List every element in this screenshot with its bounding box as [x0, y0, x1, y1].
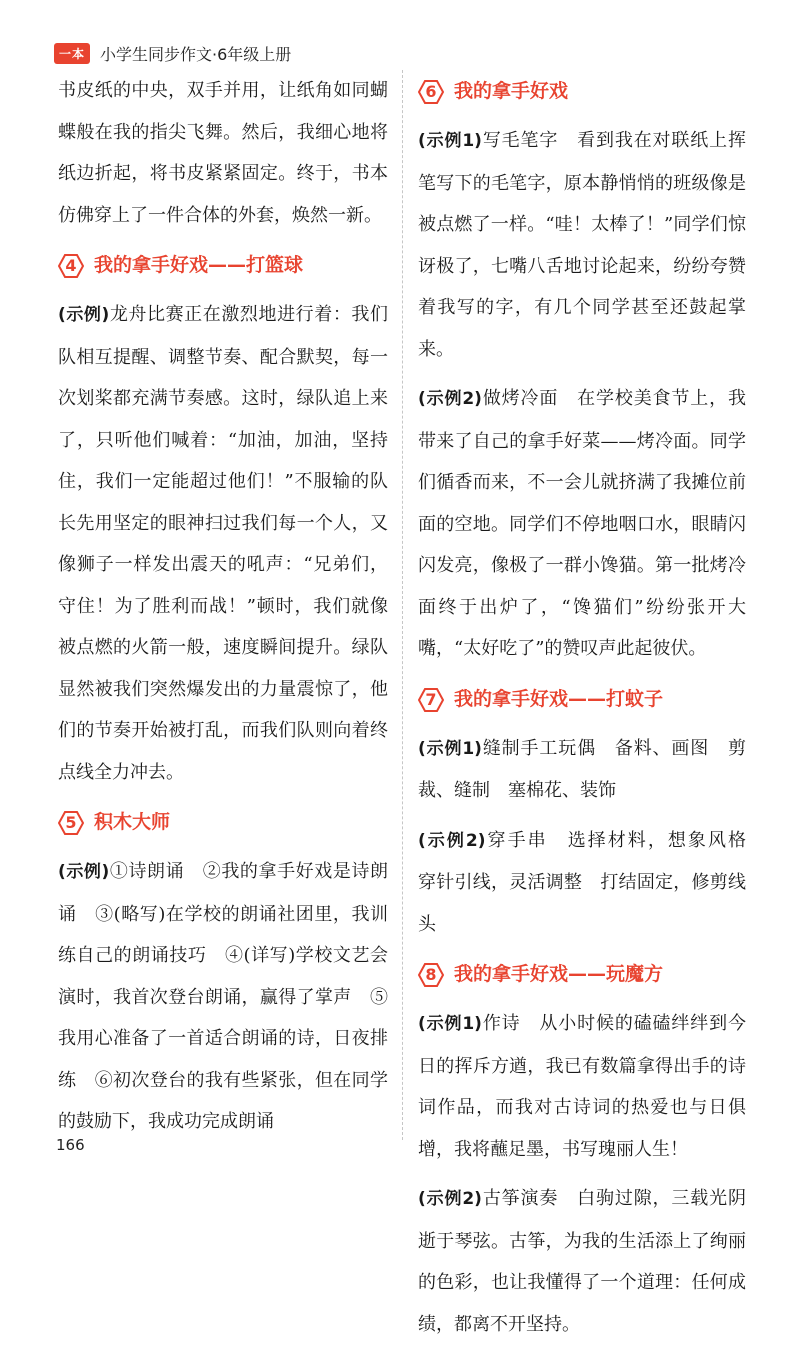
section-title: 我的拿手好戏——打篮球: [94, 254, 304, 277]
section-5-body: (示例)①诗朗诵 ②我的拿手好戏是诗朗诵 ③(略写)在学校的朗诵社团里，我训练自己的朗诵技巧 ④(详写)学校文艺会演时，我首次登台朗诵，赢得了掌声 ⑤我用心准备了一首适合朗诵的诗，日夜排练 ⑥初次登台的我有些紧张，但在同学的鼓励下，我成功完成朗诵: [58, 861, 388, 1132]
section-4-body: (示例)龙舟比赛正在激烈地进行着：我们队相互提醒、调整节奏、配合默契，每一次划桨都充满节奏感。这时，绿队追上来了，只听他们喊着：“加油，加油，坚持住，我们一定能超过他们！”不服输的队长先用坚定的眼神扫过我们每一个人，又像狮子一样发出震天的吼声：“兄弟们，守住！为了胜利而战！”顿时，我们就像被点燃的火箭一般，速度瞬间提升。绿队显然被我们突然爆发出的力量震惊了，他们的节奏开始被打乱，而我们队则向着终点线全力冲去。: [58, 304, 388, 783]
section-6-example-1: (示例1)写毛笔字 看到我在对联纸上挥笔写下的毛笔字，原本静悄悄的班级像是被点燃了一样。“哇！太棒了！”同学们惊讶极了，七嘴八舌地讨论起来，纷纷夸赞着我写的字，有几个同学甚至还鼓起掌来。: [418, 130, 746, 360]
section-4-heading: [58, 244, 388, 288]
hexagon-number-icon: 6: [418, 79, 444, 105]
page-header: [54, 40, 291, 66]
section-6-example-2: (示例2)做烤冷面 在学校美食节上，我带来了自己的拿手好菜——烤冷面。同学们循香而来，不一会儿就挤满了我摊位前面的空地。同学们不停地咽口水，眼睛闪闪发亮，像极了一群小馋猫。第一批烤冷面终于出炉了，“馋猫们”纷纷张开大嘴，“太好吃了”的赞叹声此起彼伏。: [418, 388, 746, 659]
section-7-example-1: (示例1)缝制手工玩偶 备料、画图 剪裁、缝制 塞棉花、装饰: [418, 737, 746, 801]
section-8-example-2: (示例2)古筝演奏 白驹过隙，三载光阴逝于琴弦。古筝，为我的生活添上了绚丽的色彩，也让我懂得了一个道理：任何成绩，都离不开坚持。: [418, 1188, 746, 1335]
hexagon-number-icon: 7: [418, 687, 444, 713]
book-title: 小学生同步作文·6年级上册: [100, 44, 292, 64]
section-8-heading: [418, 953, 746, 997]
section-7-example-2: (示例2)穿手串 选择材料，想象风格 穿针引线，灵活调整 打结固定，修剪线头: [418, 829, 765, 935]
section-5-heading: [58, 801, 388, 845]
hexagon-number-icon: 8: [418, 962, 444, 988]
hexagon-number-icon: 4: [58, 253, 84, 279]
section-7-heading: [418, 678, 746, 722]
section-title: 我的拿手好戏: [454, 80, 569, 103]
section-8-example-1: (示例1)作诗 从小时候的磕磕绊绊到今日的挥斥方遒，我已有数篇拿得出手的诗词作品，而我对古诗词的热爱也与日俱增，我将蘸足墨，书写瑰丽人生！: [418, 1013, 746, 1160]
right-column: [418, 70, 765, 1353]
section-title: 我的拿手好戏——玩魔方: [454, 963, 664, 986]
hexagon-number-icon: 5: [58, 810, 84, 836]
column-divider: [402, 70, 403, 1140]
intro-paragraph: 书皮纸的中央，双手并用，让纸角如同蝴蝶般在我的指尖飞舞。然后，我细心地将纸边折起，将书皮紧紧固定。终于，书本仿佛穿上了一件合体的外套，焕然一新。: [58, 80, 388, 226]
section-title: 积木大师: [94, 811, 171, 834]
left-column: [58, 70, 388, 1151]
page-number: 166: [56, 1136, 85, 1154]
section-6-heading: [418, 70, 746, 114]
section-title: 我的拿手好戏——打蚊子: [454, 687, 664, 710]
brand-logo: 一本: [54, 43, 90, 64]
